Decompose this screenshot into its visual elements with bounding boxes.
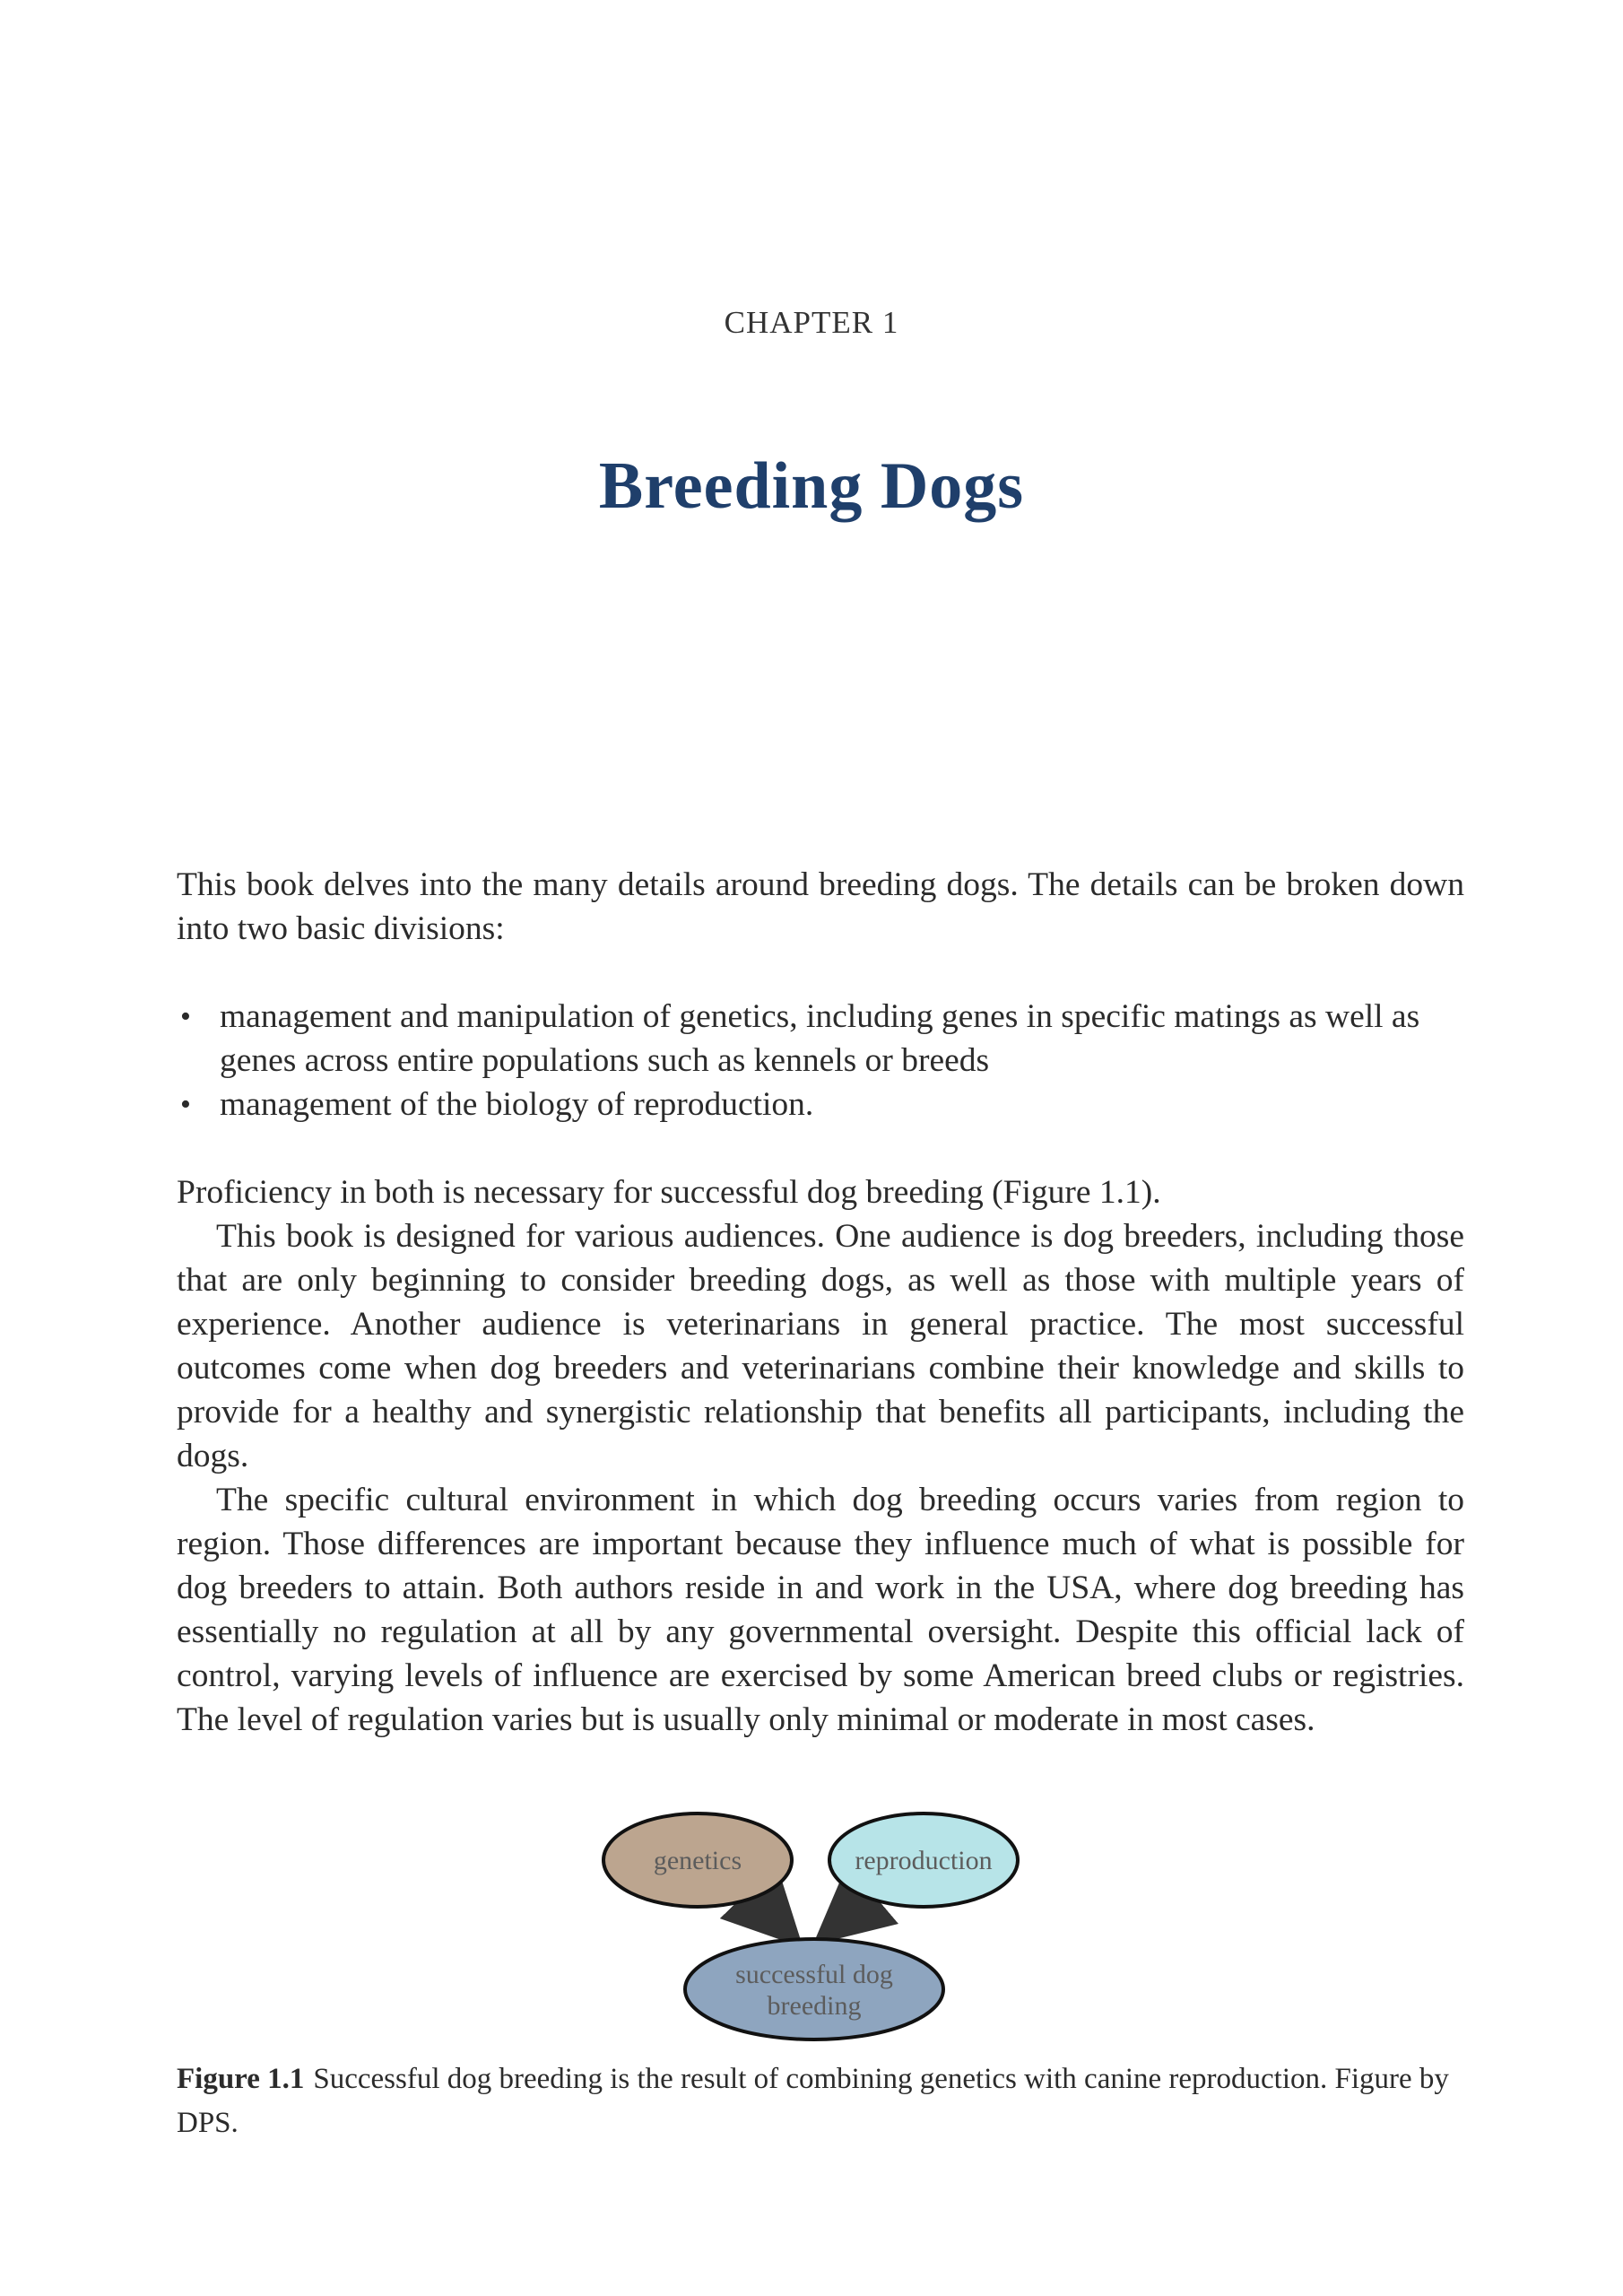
- outcome-label-line1: successful dog: [735, 1960, 893, 1989]
- figure-caption-text: Successful dog breeding is the result of combining genetics with canine reproduction. Figure by DPS.: [177, 2063, 1449, 2139]
- list-item-text: management of the biology of reproduction.: [220, 1086, 814, 1123]
- figure-number: Figure 1.1: [177, 2063, 305, 2095]
- successful-breeding-node: [685, 1939, 943, 2039]
- figure-caption: [177, 2057, 1464, 2145]
- paragraph-proficiency: Proficiency in both is necessary for successful dog breeding (Figure 1.1).: [177, 1174, 1161, 1211]
- paragraph-audiences: This book is designed for various audiences. One audience is dog breeders, including those that are only beginning to consider breeding dogs, as well as those with multiple years of experience. Another audience is veterinarians in general practice. The most successful outcomes come when dog breeders and veterinarians combine their knowledge and skills to provide for a healthy and synergistic relationship that benefits all participants, including the dogs.: [177, 1218, 1464, 1474]
- chapter-title: Breeding Dogs: [598, 449, 1025, 523]
- genetics-label: genetics: [653, 1846, 742, 1875]
- division-list: [177, 995, 1464, 1126]
- figure-diagram: [592, 1810, 1040, 2043]
- body-text: [177, 863, 1464, 1742]
- list-item: [177, 1083, 1464, 1126]
- intro-paragraph: This book delves into the many details around breeding dogs. The details can be broken down into two basic divisions:: [177, 866, 1464, 947]
- list-item-text: management and manipulation of genetics, including genes in specific matings as well as genes across entire populations such as kennels or breeds: [220, 998, 1420, 1079]
- chapter-label: CHAPTER 1: [724, 305, 899, 340]
- list-item: [177, 995, 1464, 1083]
- reproduction-label: reproduction: [855, 1846, 993, 1875]
- bullet-icon: •: [180, 1000, 191, 1033]
- outcome-label-line2: breeding: [767, 1991, 862, 2021]
- bullet-icon: •: [180, 1088, 191, 1121]
- diagram-svg: [592, 1810, 1040, 2043]
- paragraph-cultural-environment: The specific cultural environment in which dog breeding occurs varies from region to region. Those differences are important because they influence much of what is possible for dog breeders to attain. Both authors reside in and work in the USA, where dog breeding has essentially no regulation at all by any governmental oversight. Despite this official lack of control, varying levels of influence are exercised by some American breed clubs or registries. The level of regulation varies but is usually only minimal or moderate in most cases.: [177, 1482, 1464, 1738]
